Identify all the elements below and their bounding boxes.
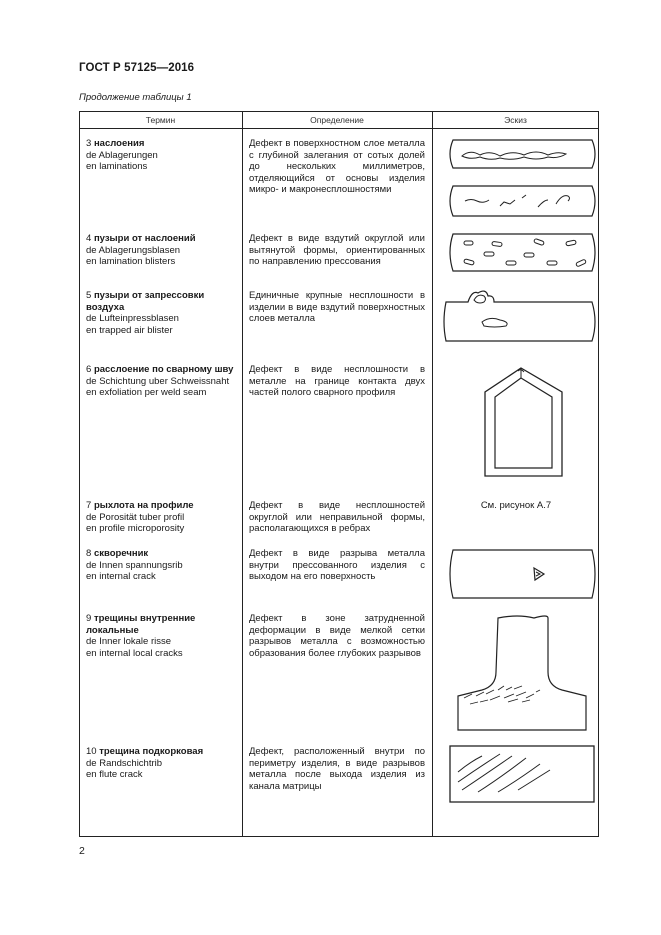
term-number: 3 [86,138,92,149]
trapped-air-blister-sketch [440,286,600,346]
term-number: 8 [86,548,92,559]
definition-cell: Единичные крупные несплошности в изделии в виде вздутий поверхностных слоев металла [249,290,425,325]
term-en: en exfoliation per weld seam [86,387,207,399]
term-de: de Schichtung uber Schweissnaht [86,375,230,387]
definition-cell: Дефект в виде разрыва металла внутри прессованного изделия с выходом на его поверхность [249,548,425,583]
definition-cell: Дефект в поверхностном слое металла с глубиной залегания от сотых долей до нескольких миллиметров, отделяющийся от основы изделия микро- и макронесплошностями [249,138,425,196]
laminations-sketch [440,134,600,219]
term-cell [86,613,236,659]
term-de: de Ablagerungen [86,149,158,161]
term-number: 4 [86,233,92,244]
term-en: en internal crack [86,571,156,583]
term-cell [86,290,236,336]
term-ru: рыхлота на профиле [93,500,194,511]
term-ru: трещины внутренние локальные [86,613,196,636]
term-cell [86,138,236,173]
term-cell [86,233,236,268]
column-header-definition: Определение [310,115,364,125]
flute-crack-sketch [448,744,598,804]
column-divider [242,111,243,837]
term-number: 7 [86,500,92,511]
column-header-sketch: Эскиз [504,115,527,125]
term-en: en trapped air blister [86,324,173,336]
term-cell [86,548,236,583]
definition-cell: Дефект в виде несплошностей округлой или неправильной формы, располагающихся в ребрах [249,500,425,535]
term-ru: наслоения [93,138,145,149]
column-divider [432,111,433,837]
definition-cell: Дефект в виде несплошности в металле на границе контакта двух частей полого сварного профиля [249,364,425,399]
term-ru: пузыри от наслоений [93,233,196,244]
weld-seam-exfoliation-sketch [480,362,570,480]
term-number: 6 [86,364,92,375]
term-en: en internal local cracks [86,647,183,659]
definition-cell: Дефект в виде вздутий округлой или вытянутой формы, ориентированных по направлению прессования [249,233,425,268]
term-de: de Innen spannungsrib [86,559,183,571]
column-header-term: Термин [145,115,176,125]
term-cell [86,500,236,535]
term-number: 10 [86,746,97,757]
term-de: de Inner lokale risse [86,636,172,648]
page-number: 2 [79,845,85,857]
term-en: en flute crack [86,769,143,781]
table-caption: Продолжение таблицы 1 [79,92,192,103]
term-number: 9 [86,613,92,624]
sketch-reference: См. рисунок А.7 [480,500,552,511]
term-de: de Porosität tuber profil [86,511,185,523]
internal-local-cracks-sketch [450,610,595,735]
definition-cell: Дефект, расположенный внутри по периметру изделия, в виде разрывов металла после выхода изделия из канала матрицы [249,746,425,792]
term-de: de Randschichtrib [86,757,163,769]
lamination-blisters-sketch [440,228,600,278]
internal-crack-sketch [440,544,600,602]
term-cell [86,746,236,781]
term-ru: трещина подкорковая [99,746,204,757]
document-title: ГОСТ Р 57125—2016 [79,62,195,74]
term-en: en profile microporosity [86,523,185,535]
term-en: en laminations [86,161,148,173]
term-de: de Lufteinpressblasen [86,313,179,325]
term-ru: расслоение по сварному шву [93,364,234,375]
term-cell [86,364,236,399]
term-de: de Ablagerungsblasen [86,244,181,256]
header-divider [79,128,599,129]
term-en: en lamination blisters [86,256,176,268]
definition-cell: Дефект в зоне затрудненной деформации в виде мелкой сетки разрывов металла с возможностью образования более глубоких разрывов [249,613,425,659]
term-ru: скворечник [93,548,149,559]
term-number: 5 [86,290,92,301]
term-ru: пузыри от запрессовки воздуха [86,290,205,313]
